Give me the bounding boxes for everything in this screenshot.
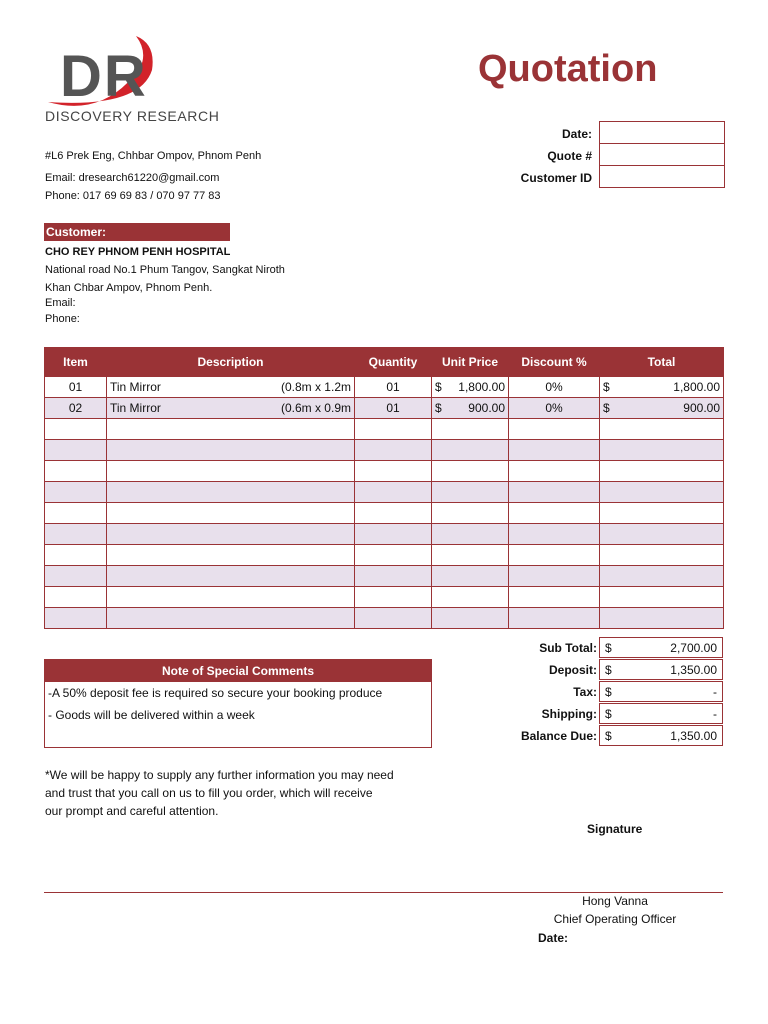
special-comment-2: - Goods will be delivered within a week xyxy=(48,708,255,722)
signer-name: Hong Vanna xyxy=(582,894,648,908)
table-row-empty xyxy=(45,608,724,629)
row-quantity: 01 xyxy=(355,398,432,419)
row-item: 02 xyxy=(45,398,107,419)
balance-due-field xyxy=(599,725,723,746)
tax-label: Tax: xyxy=(573,685,597,699)
deposit-value: 1,350.00 xyxy=(670,662,717,677)
row-price-currency: $ xyxy=(435,380,442,394)
company-address: #L6 Prek Eng, Chhbar Ompov, Phnom Penh xyxy=(45,150,262,162)
company-email: Email: dresearch61220@gmail.com xyxy=(45,172,220,184)
date-label: Date: xyxy=(561,127,592,141)
row-discount: 0% xyxy=(509,377,600,398)
signer-role: Chief Operating Officer xyxy=(553,912,677,926)
header-item: Item xyxy=(45,348,107,377)
special-comment-1: -A 50% deposit fee is required so secure your booking produce xyxy=(48,686,383,700)
subtotal-currency: $ xyxy=(605,640,612,655)
tax-field xyxy=(599,681,723,702)
table-row-empty xyxy=(45,419,724,440)
row-price-currency: $ xyxy=(435,401,442,415)
subtotal-value: 2,700.00 xyxy=(670,640,717,655)
table-row-empty xyxy=(45,503,724,524)
header-description: Description xyxy=(107,348,355,377)
row-total-currency: $ xyxy=(603,380,610,394)
header-unit-price: Unit Price xyxy=(432,348,509,377)
row-quantity: 01 xyxy=(355,377,432,398)
company-phone: Phone: 017 69 69 83 / 070 97 77 83 xyxy=(45,190,221,202)
row-discount: 0% xyxy=(509,398,600,419)
company-name: DISCOVERY RESEARCH xyxy=(45,108,220,124)
customer-email: Email: xyxy=(45,297,76,309)
table-row xyxy=(45,398,724,419)
document-title: Quotation xyxy=(478,48,658,90)
customer-phone: Phone: xyxy=(45,313,80,325)
row-unit-price xyxy=(432,398,509,419)
table-row-empty xyxy=(45,566,724,587)
quote-number-field[interactable] xyxy=(599,143,725,166)
row-total-value: 1,800.00 xyxy=(673,380,720,394)
row-description xyxy=(107,398,355,419)
closing-line-3: our prompt and careful attention. xyxy=(45,804,219,818)
special-comments-box xyxy=(44,659,432,748)
items-table xyxy=(44,347,724,629)
row-item: 01 xyxy=(45,377,107,398)
closing-line-2: and trust that you call on us to fill you order, which will receive xyxy=(45,786,373,800)
signature-date-label: Date: xyxy=(538,931,569,945)
table-row-empty xyxy=(45,545,724,566)
shipping-value: - xyxy=(713,706,717,721)
tax-currency: $ xyxy=(605,684,612,699)
subtotal-field xyxy=(599,637,723,658)
table-row-empty xyxy=(45,524,724,545)
row-total xyxy=(600,377,724,398)
signature-line xyxy=(44,892,723,893)
row-total xyxy=(600,398,724,419)
customer-header: Customer: xyxy=(44,223,230,241)
customer-name: CHO REY PHNOM PENH HOSPITAL xyxy=(45,246,231,258)
balance-currency: $ xyxy=(605,728,612,743)
table-row xyxy=(45,377,724,398)
row-desc-size: (0.8m x 1.2m xyxy=(280,380,351,394)
customer-id-field[interactable] xyxy=(599,165,725,188)
signature-label: Signature xyxy=(587,822,643,836)
table-header-row xyxy=(45,348,724,377)
header-quantity: Quantity xyxy=(355,348,432,377)
logo-letters: DR xyxy=(60,44,148,109)
balance-value: 1,350.00 xyxy=(670,728,717,743)
balance-due-label: Balance Due: xyxy=(520,729,597,743)
deposit-label: Deposit: xyxy=(549,663,597,677)
row-price-value: 900.00 xyxy=(468,401,505,415)
deposit-field xyxy=(599,659,723,680)
row-desc-size: (0.6m x 0.9m xyxy=(280,401,351,415)
row-unit-price xyxy=(432,377,509,398)
row-total-value: 900.00 xyxy=(683,401,720,415)
closing-line-1: *We will be happy to supply any further information you may need xyxy=(45,768,394,782)
special-comments-header: Note of Special Comments xyxy=(45,660,431,682)
header-discount: Discount % xyxy=(509,348,600,377)
closing-message xyxy=(45,766,445,820)
shipping-label: Shipping: xyxy=(541,707,597,721)
shipping-field xyxy=(599,703,723,724)
shipping-currency: $ xyxy=(605,706,612,721)
table-row-empty xyxy=(45,461,724,482)
customer-address-2: Khan Chbar Ampov, Phnom Penh. xyxy=(45,282,213,294)
row-desc-text: Tin Mirror xyxy=(110,380,161,394)
table-row-empty xyxy=(45,482,724,503)
tax-value: - xyxy=(713,684,717,699)
table-row-empty xyxy=(45,440,724,461)
header-total: Total xyxy=(600,348,724,377)
customer-address-1: National road No.1 Phum Tangov, Sangkat Niroth xyxy=(45,264,285,276)
deposit-currency: $ xyxy=(605,662,612,677)
customer-id-label: Customer ID xyxy=(520,171,592,185)
row-desc-text: Tin Mirror xyxy=(110,401,161,415)
date-field[interactable] xyxy=(599,121,725,144)
row-description xyxy=(107,377,355,398)
row-total-currency: $ xyxy=(603,401,610,415)
quote-number-label: Quote # xyxy=(547,149,592,163)
table-row-empty xyxy=(45,587,724,608)
subtotal-label: Sub Total: xyxy=(539,641,597,655)
row-price-value: 1,800.00 xyxy=(458,380,505,394)
